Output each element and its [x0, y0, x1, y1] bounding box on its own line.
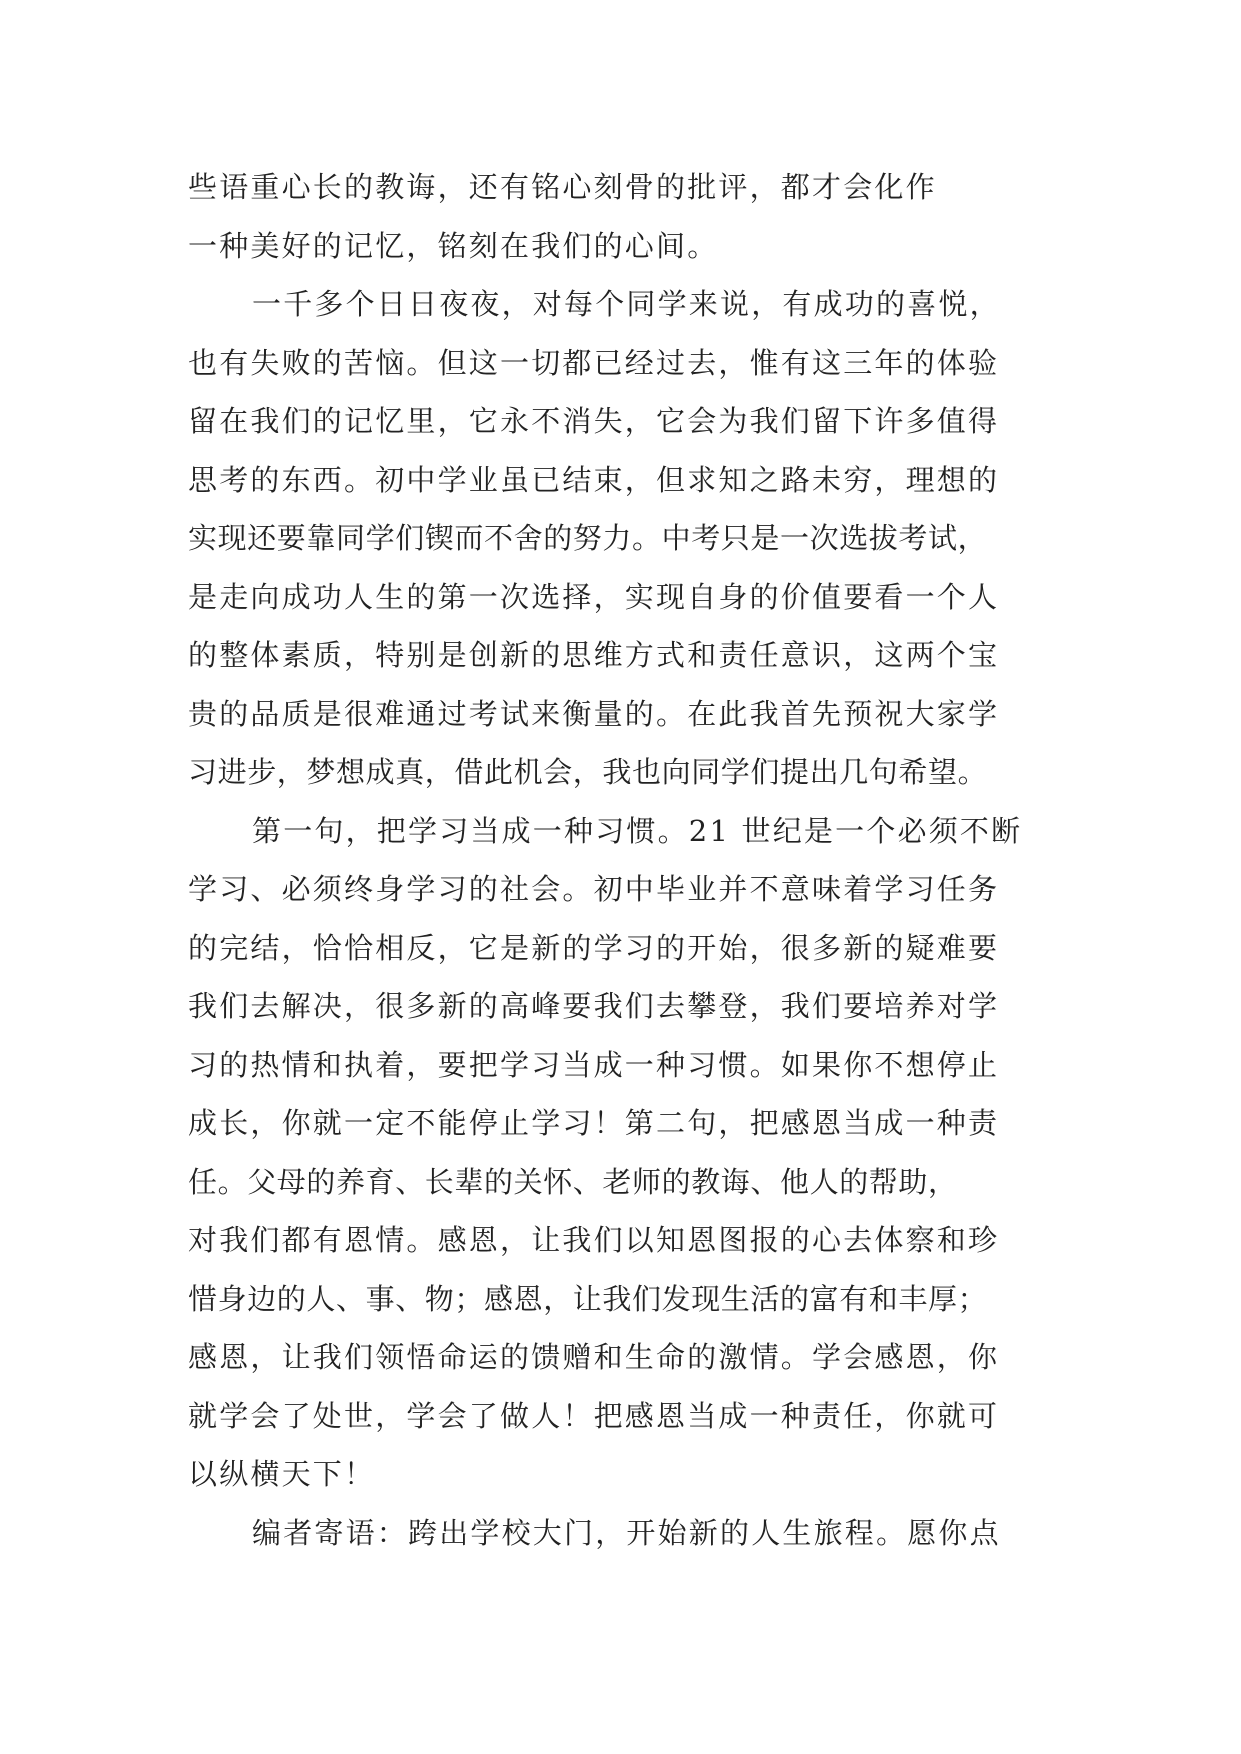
text-line: 对我们都有恩情。感恩，让我们以知恩图报的心去体察和珍 [188, 1223, 1000, 1257]
text-line: 是走向成功人生的第一次选择，实现自身的价值要看一个人 [188, 579, 1000, 614]
text-line: 贵的品质是很难通过考试来衡量的。在此我首先预祝大家学 [188, 696, 1000, 731]
text-line: 也有失败的苦恼。但这一切都已经过去，惟有这三年的体验 [188, 345, 1000, 380]
text-line: 思考的东西。初中学业虽已结束，但求知之路未穷，理想的 [188, 462, 1000, 497]
text-line: 编者寄语：跨出学校大门，开始新的人生旅程。愿你点 [252, 1515, 1001, 1550]
paragraph-1 [188, 158, 1068, 275]
text-line: 学习、必须终身学习的社会。初中毕业并不意味着学习任务 [188, 872, 1000, 906]
text-line: 留在我们的记忆里，它永不消失，它会为我们留下许多值得 [188, 404, 1000, 438]
text-line: 一种美好的记忆，铭刻在我们的心间。 [188, 228, 719, 263]
paragraph-4 [188, 1504, 1068, 1563]
text-line: 以纵横天下！ [188, 1457, 376, 1491]
text-line: 就学会了处世，学会了做人！把感恩当成一种责任，你就可 [188, 1398, 1000, 1433]
paragraph-3 [188, 802, 1068, 1504]
text-line: 习进步，梦想成真，借此机会，我也向同学们提出几句希望。 [188, 755, 988, 789]
text-line: 任。父母的养育、长辈的关怀、老师的教诲、他人的帮助， [188, 1164, 958, 1199]
text-line: 实现还要靠同学们锲而不舍的努力。中考只是一次选拔考试， [188, 521, 988, 555]
document-body [188, 158, 1068, 1562]
paragraph-2 [188, 275, 1068, 802]
text-line: 成长，你就一定不能停止学习！第二句，把感恩当成一种责 [188, 1106, 1000, 1140]
text-line: 第一句，把学习当成一种习惯。21 世纪是一个必须不断 [252, 813, 1023, 848]
text-line: 感恩，让我们领悟命运的馈赠和生命的激情。学会感恩，你 [188, 1340, 1000, 1374]
text-line: 一千多个日日夜夜，对每个同学来说，有成功的喜悦， [252, 287, 1001, 321]
text-line: 惜身边的人、事、物；感恩，让我们发现生活的富有和丰厚； [188, 1281, 988, 1316]
text-line: 的完结，恰恰相反，它是新的学习的开始，很多新的疑难要 [188, 930, 1000, 965]
text-line: 我们去解决，很多新的高峰要我们去攀登，我们要培养对学 [188, 989, 1000, 1023]
text-line: 些语重心长的教诲，还有铭心刻骨的批评，都才会化作 [188, 170, 937, 204]
text-line: 的整体素质，特别是创新的思维方式和责任意识，这两个宝 [188, 638, 1000, 672]
text-line: 习的热情和执着，要把学习当成一种习惯。如果你不想停止 [188, 1047, 1000, 1082]
